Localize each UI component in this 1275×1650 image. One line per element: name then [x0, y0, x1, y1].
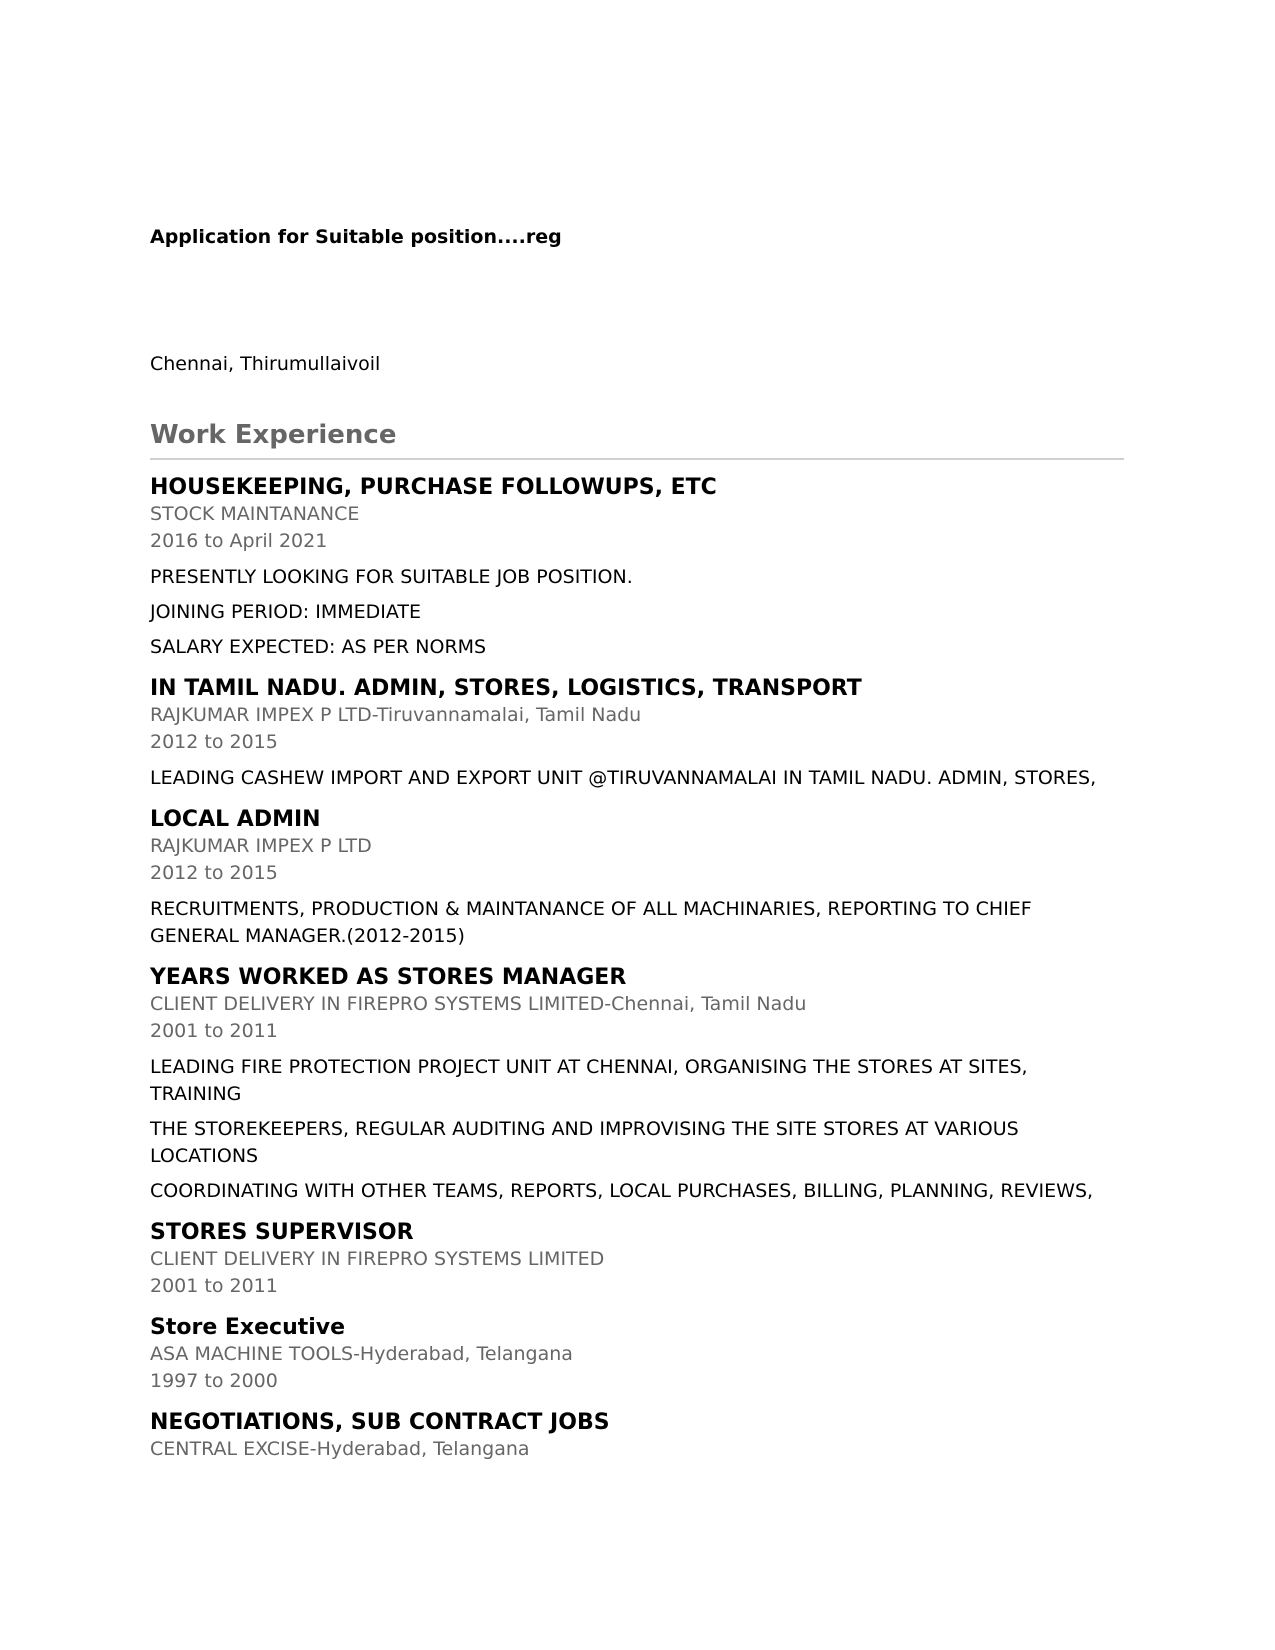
job-title: IN TAMIL NADU. ADMIN, STORES, LOGISTICS, TRANSPORT	[150, 676, 862, 701]
job-description-line: COORDINATING WITH OTHER TEAMS, REPORTS, LOCAL PURCHASES, BILLING, PLANNING, REVIEWS,	[150, 1180, 1094, 1202]
job-description-line: PRESENTLY LOOKING FOR SUITABLE JOB POSITION.	[150, 566, 633, 588]
job-description-line: LEADING CASHEW IMPORT AND EXPORT UNIT @TIRUVANNAMALAI IN TAMIL NADU. ADMIN, STORES,	[150, 767, 1097, 789]
job-dates: 2012 to 2015	[150, 862, 278, 884]
job-entry	[150, 1219, 1124, 1300]
job-description-line: SALARY EXPECTED: AS PER NORMS	[150, 636, 487, 658]
job-company: RAJKUMAR IMPEX P LTD	[150, 835, 372, 857]
job-title: STORES SUPERVISOR	[150, 1220, 414, 1245]
job-company: RAJKUMAR IMPEX P LTD-Tiruvannamalai, Tamil Nadu	[150, 704, 642, 726]
job-title: YEARS WORKED AS STORES MANAGER	[150, 965, 627, 990]
job-company: CLIENT DELIVERY IN FIREPRO SYSTEMS LIMITED-Chennai, Tamil Nadu	[150, 993, 807, 1015]
job-entry	[150, 474, 1124, 661]
job-description-line: THE STOREKEEPERS, REGULAR AUDITING AND IMPROVISING THE SITE STORES AT VARIOUS LOCATIONS	[150, 1118, 1019, 1167]
job-company: STOCK MAINTANANCE	[150, 503, 360, 525]
job-entry	[150, 1314, 1124, 1395]
job-title: Store Executive	[150, 1315, 346, 1340]
job-title: NEGOTIATIONS, SUB CONTRACT JOBS	[150, 1410, 610, 1435]
job-company: CENTRAL EXCISE-Hyderabad, Telangana	[150, 1438, 530, 1460]
job-entry	[150, 675, 1124, 792]
job-entry	[150, 964, 1124, 1205]
job-title: LOCAL ADMIN	[150, 807, 321, 832]
job-company: ASA MACHINE TOOLS-Hyderabad, Telangana	[150, 1343, 573, 1365]
location: Chennai, Thirumullaivoil	[150, 353, 381, 375]
work-experience-section	[150, 418, 1124, 1463]
headline: Application for Suitable position....reg	[150, 226, 562, 248]
job-description-line: LEADING FIRE PROTECTION PROJECT UNIT AT CHENNAI, ORGANISING THE STORES AT SITES, TRAINING	[150, 1056, 1028, 1105]
job-description-line: JOINING PERIOD: IMMEDIATE	[150, 601, 422, 623]
job-dates: 2001 to 2011	[150, 1275, 278, 1297]
section-title: Work Experience	[150, 418, 1124, 460]
job-company: CLIENT DELIVERY IN FIREPRO SYSTEMS LIMITED	[150, 1248, 605, 1270]
job-dates: 1997 to 2000	[150, 1370, 278, 1392]
job-title: HOUSEKEEPING, PURCHASE FOLLOWUPS, ETC	[150, 475, 717, 500]
job-description-line: RECRUITMENTS, PRODUCTION & MAINTANANCE OF ALL MACHINARIES, REPORTING TO CHIEF GENERAL MANAGER.(2012-2015)	[150, 898, 1032, 947]
job-entry	[150, 1409, 1124, 1463]
job-dates: 2012 to 2015	[150, 731, 278, 753]
job-dates: 2001 to 2011	[150, 1020, 278, 1042]
job-entry	[150, 806, 1124, 950]
job-dates: 2016 to April 2021	[150, 530, 328, 552]
